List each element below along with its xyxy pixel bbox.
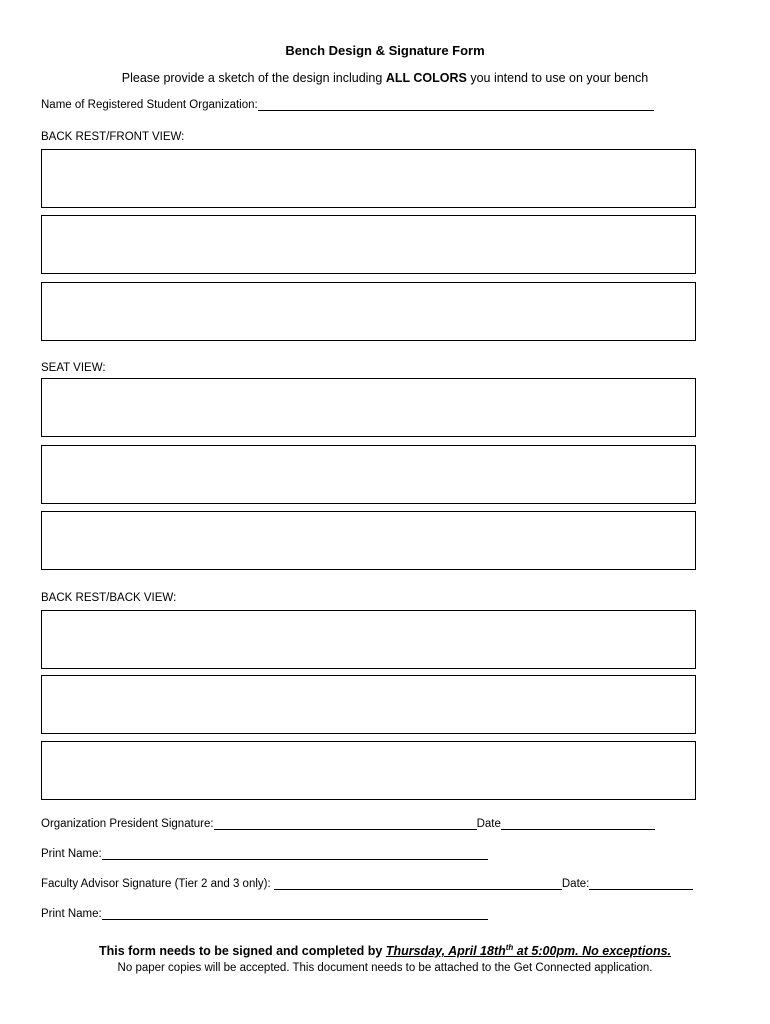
advisor-signature-line[interactable] <box>274 877 562 890</box>
sketch-box-front-3[interactable] <box>41 282 696 341</box>
sketch-box-front-2[interactable] <box>41 215 696 274</box>
print-name-row-2 <box>41 907 488 920</box>
org-name-label: Name of Registered Student Organization: <box>41 99 258 111</box>
deadline-date: Thursday, April 18th <box>385 944 506 959</box>
section-label-front-view: BACK REST/FRONT VIEW: <box>41 131 185 143</box>
print-name-label-1: Print Name: <box>41 848 102 860</box>
president-date-label: Date <box>476 818 501 830</box>
advisor-date-label: Date: <box>561 878 590 890</box>
sketch-box-seat-1[interactable] <box>41 378 696 437</box>
sketch-box-back-1[interactable] <box>41 610 696 669</box>
president-signature-row <box>41 817 655 830</box>
instructions-text-start: Please provide a sketch of the design including <box>121 71 386 85</box>
deadline-superscript: th <box>505 943 514 952</box>
form-title: Bench Design & Signature Form <box>285 43 485 58</box>
advisor-date-line[interactable] <box>589 877 693 890</box>
instructions-emphasis: ALL COLORS <box>385 71 467 85</box>
print-name-label-2: Print Name: <box>41 908 102 920</box>
deadline-time: at 5:00pm. No exceptions. <box>513 944 672 959</box>
advisor-signature-label: Faculty Advisor Signature (Tier 2 and 3 only): <box>41 878 274 890</box>
instructions-text-end: you intend to use on your bench <box>466 71 649 85</box>
deadline-lead: This form needs to be signed and completed by <box>98 944 386 959</box>
deadline-notice <box>0 943 770 958</box>
org-name-line[interactable] <box>258 98 654 111</box>
sketch-box-back-3[interactable] <box>41 741 696 800</box>
advisor-signature-row <box>41 877 693 890</box>
president-signature-label: Organization President Signature: <box>41 818 214 830</box>
section-label-seat-view: SEAT VIEW: <box>41 362 106 374</box>
sketch-box-back-2[interactable] <box>41 675 696 734</box>
deadline-emphasis <box>386 944 671 958</box>
print-name-row-1 <box>41 847 488 860</box>
sketch-box-seat-3[interactable] <box>41 511 696 570</box>
sketch-box-front-1[interactable] <box>41 149 696 208</box>
sketch-box-seat-2[interactable] <box>41 445 696 504</box>
section-label-back-view: BACK REST/BACK VIEW: <box>41 592 177 604</box>
president-date-line[interactable] <box>501 817 655 830</box>
print-name-line-2[interactable] <box>102 907 488 920</box>
president-signature-line[interactable] <box>214 817 477 830</box>
form-instructions <box>0 71 770 85</box>
print-name-line-1[interactable] <box>102 847 488 860</box>
org-name-row <box>41 98 654 111</box>
submission-note: No paper copies will be accepted. This document needs to be attached to the Get Connected application. <box>117 962 653 974</box>
